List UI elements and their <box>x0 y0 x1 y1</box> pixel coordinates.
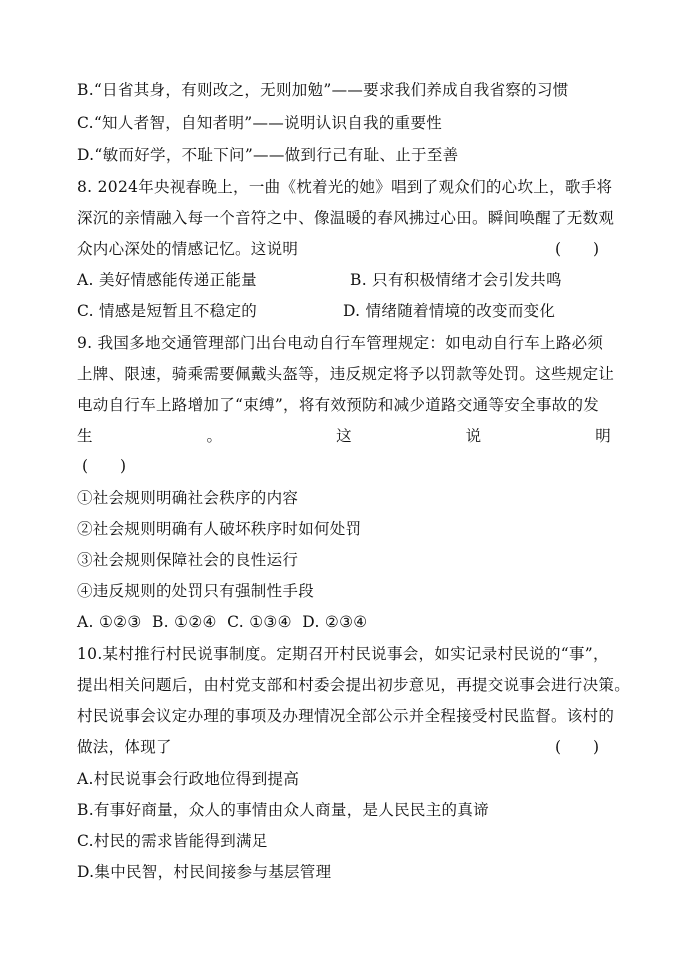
q9-item-4: ④违反规则的处罚只有强制性手段 <box>77 582 315 600</box>
q9-item-3: ③社会规则保障社会的良性运行 <box>77 551 299 569</box>
q9-item-2: ②社会规则明确有人破坏秩序时如何处罚 <box>77 520 362 538</box>
q9-spread-char: 生 <box>77 427 93 445</box>
q9-spread-char: 这 <box>336 427 352 445</box>
q9-spread-char: 说 <box>465 427 482 445</box>
q7-option-c: C.“知人者智，自知者明”——说明认识自我的重要性 <box>77 114 443 132</box>
q10-stem-line-3: 村民说事会议定办理的事项及办理情况全部公示并全程接受村民监督。该村的 <box>77 707 615 725</box>
q9-answer-bracket: ( ) <box>82 457 127 475</box>
q10-stem-line-2: 提出相关问题后，由村党支部和村委会提出初步意见，再提交说事会进行决策。 <box>77 676 631 694</box>
q10-answer-bracket: ( ) <box>555 738 600 756</box>
q8-option-d: D. 情绪随着情境的改变而变化 <box>343 302 556 320</box>
q9-spread-char: 明 <box>595 427 611 445</box>
q10-option-b: B.有事好商量，众人的事情由众人商量，是人民民主的真谛 <box>77 801 489 819</box>
q10-option-d: D.集中民智，村民间接参与基层管理 <box>77 863 332 881</box>
q7-option-b: B.“日省其身，有则改之，无则加勉”——要求我们养成自我省察的习惯 <box>77 81 569 99</box>
q10-option-a: A.村民说事会行政地位得到提高 <box>77 770 300 788</box>
q10-stem-line-4: 做法，体现了 <box>77 738 172 756</box>
q8-answer-bracket: ( ) <box>555 240 600 258</box>
q8-option-b: B. 只有积极情绪才会引发共鸣 <box>350 271 562 289</box>
q9-stem-line-1: 9. 我国多地交通管理部门出台电动自行车管理规定：如电动自行车上路必须 <box>77 334 604 352</box>
q9-stem-line-4 <box>77 426 611 446</box>
q8-option-c: C. 情感是短暂且不稳定的 <box>77 302 258 320</box>
q9-choices: A. ①②③ B. ①②④ C. ①③④ D. ②③④ <box>77 613 368 631</box>
q10-option-c: C.村民的需求皆能得到满足 <box>77 832 268 850</box>
q9-stem-line-2: 上牌、限速，骑乘需要佩戴头盔等，违反规定将予以罚款等处罚。这些规定让 <box>77 365 615 383</box>
q7-option-d: D.“敏而好学，不耻下问”——做到行己有耻、止于至善 <box>77 146 459 164</box>
q8-option-a: A. 美好情感能传递正能量 <box>77 271 257 289</box>
q8-stem-line-1: 8. 2024年央视春晚上，一曲《枕着光的她》唱到了观众们的心坎上，歌手将 <box>77 178 613 196</box>
q9-item-1: ①社会规则明确社会秩序的内容 <box>77 489 299 507</box>
q10-stem-line-1: 10.某村推行村民说事制度。定期召开村民说事会，如实记录村民说的“事”， <box>77 645 609 663</box>
q9-spread-char: 。 <box>206 427 223 445</box>
q8-stem-line-3: 众内心深处的情感记忆。这说明 <box>77 240 299 258</box>
q9-stem-line-3: 电动自行车上路增加了“束缚”，将有效预防和减少道路交通等安全事故的发 <box>77 396 600 414</box>
q8-stem-line-2: 深沉的亲情融入每一个音符之中、像温暖的春风拂过心田。瞬间唤醒了无数观 <box>77 209 615 227</box>
